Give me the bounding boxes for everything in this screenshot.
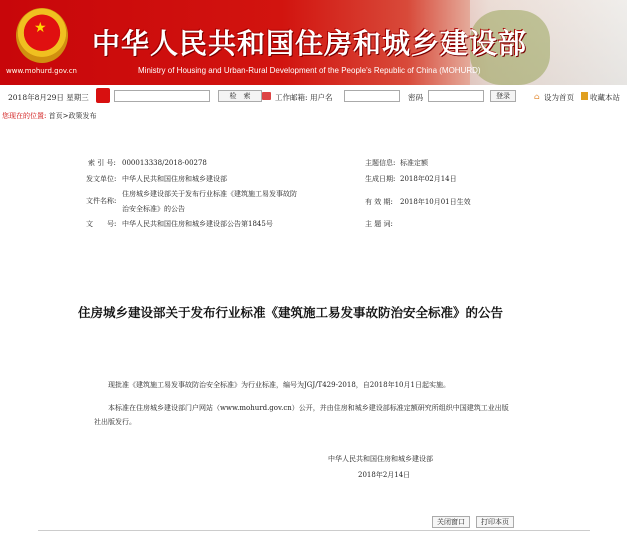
- site-subtitle: Ministry of Housing and Urban-Rural Development of the People's Republic of China (MOHURD): [138, 66, 481, 75]
- meta-name-line1: 住房城乡建设部关于发布行业标准《建筑施工易发事故防: [122, 190, 297, 198]
- login-button[interactable]: 登录: [490, 90, 516, 102]
- site-title: 中华人民共和国住房和城乡建设部: [92, 27, 528, 60]
- bookmark-link[interactable]: 收藏本站: [590, 93, 620, 102]
- search-button[interactable]: 检 索: [218, 90, 262, 102]
- meta-name-line2: 治安全标准》的公告: [122, 205, 185, 213]
- password-input[interactable]: [428, 90, 484, 102]
- header-banner: [0, 0, 627, 85]
- meta-docno: 中华人民共和国住房和城乡建设部公告第1845号: [122, 220, 273, 228]
- meta-valid-label: 有 效 期:: [365, 198, 393, 206]
- meta-date: 2018年02月14日: [400, 175, 457, 183]
- username-input[interactable]: [344, 90, 400, 102]
- meta-docno-label: 文 号:: [86, 220, 117, 228]
- bottom-divider: [38, 530, 590, 531]
- meta-issuer: 中华人民共和国住房和城乡建设部: [122, 175, 227, 183]
- paragraph-2-line2: 社出版发行。: [94, 418, 136, 426]
- meta-name-label: 文件名称:: [86, 197, 117, 205]
- meta-index-label: 索 引 号:: [88, 159, 116, 167]
- breadcrumb: [2, 111, 96, 121]
- mail-label: 工作邮箱:: [275, 93, 308, 102]
- meta-date-label: 生成日期:: [365, 175, 396, 183]
- bookmark-icon: [581, 92, 588, 100]
- meta-valid: 2018年10月01日生效: [400, 198, 471, 206]
- meta-topic: 标准定额: [400, 159, 428, 167]
- breadcrumb-label: 您现在的位置:: [2, 112, 47, 120]
- breadcrumb-path[interactable]: 首页>政策发布: [48, 112, 97, 120]
- close-window-button[interactable]: 关闭窗口: [432, 516, 470, 528]
- mail-icon: [262, 92, 271, 100]
- paragraph-1: 现批准《建筑施工易发事故防治安全标准》为行业标准，编号为JGJ/T429-2018，自2018年10月1日起实施。: [108, 381, 450, 389]
- document-title: 住房城乡建设部关于发布行业标准《建筑施工易发事故防治安全标准》的公告: [78, 305, 504, 320]
- set-homepage-link[interactable]: 设为首页: [544, 93, 574, 102]
- meta-issuer-label: 发文单位:: [86, 175, 117, 183]
- home-icon: ⌂: [534, 92, 540, 101]
- site-url: www.mohurd.gov.cn: [6, 67, 77, 75]
- search-input[interactable]: [114, 90, 210, 102]
- username-label: 用户名: [310, 93, 333, 102]
- meta-keyword-label: 主 题 词:: [365, 220, 393, 228]
- national-emblem-icon: ★: [16, 8, 68, 63]
- print-page-button[interactable]: 打印本页: [476, 516, 514, 528]
- paragraph-2-line1: 本标准在住房城乡建设部门户网站（www.mohurd.gov.cn）公开，并由住房和城乡建设部标准定额研究所组织中国建筑工业出版: [108, 404, 509, 412]
- meta-topic-label: 主题信息:: [365, 159, 396, 167]
- meta-index: 000013338/2018-00278: [122, 159, 207, 167]
- current-date: 2018年8月29日 星期三: [8, 93, 89, 102]
- search-logo-icon: [96, 88, 110, 103]
- toolbar: [0, 88, 627, 106]
- signer: 中华人民共和国住房和城乡建设部: [328, 455, 433, 463]
- password-label: 密码: [408, 93, 423, 102]
- sign-date: 2018年2月14日: [358, 471, 411, 479]
